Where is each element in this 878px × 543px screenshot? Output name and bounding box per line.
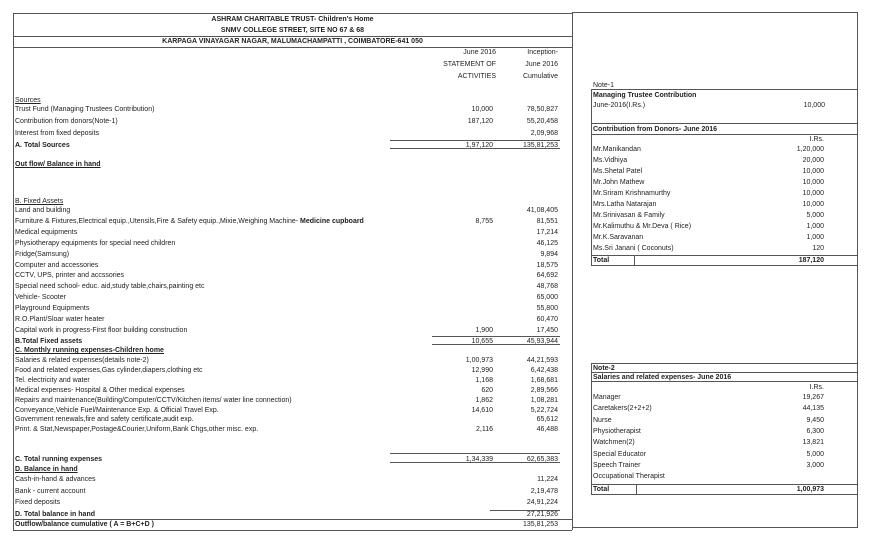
row-cumulative: 17,214 (536, 228, 558, 236)
row-label: Cash-in-hand & advances (15, 476, 96, 483)
row-month: 187,120 (467, 118, 493, 125)
item-name: Special Educator (593, 450, 646, 458)
row-label: Medical expenses- Hospital & Other medical expenses (15, 386, 185, 394)
row-label: CCTV, UPS, printer and accssories (15, 272, 125, 280)
item-amount: 13,821 (802, 439, 824, 447)
item-name: Watchmen(2) (593, 439, 635, 447)
col2-line1: Inception- (527, 49, 558, 56)
row-cumulative: 2,19,478 (530, 487, 558, 495)
row-label: Furniture & Fixtures,Electrical equip.,Utensils,Fire & Safety equip.,Mixie,Weighing Machine- Medicine cupboard (15, 217, 364, 225)
row-cumulative: 55,20,458 (526, 118, 558, 125)
row-cumulative: 2,89,566 (530, 386, 558, 394)
item-name: Manager (593, 394, 621, 401)
row-cumulative: 135,81,253 (522, 521, 558, 528)
item-name: Speech Trainer (593, 461, 641, 469)
note2-total-label: Total (593, 486, 610, 493)
item-amount: 19,267 (802, 394, 824, 401)
col2-line2: June 2016 (525, 61, 558, 68)
item-name: Ms.Vidhiya (593, 157, 628, 164)
item-name: Nurse (593, 416, 612, 424)
item-name: Mr.John Mathew (593, 179, 645, 186)
row-label: Print. & Stat,Newspaper,Postage&Courier,Uniform,Bank Chgs,other misc. exp. (15, 426, 259, 434)
row-cumulative: 60,470 (536, 316, 558, 323)
row-month: 620 (481, 386, 493, 394)
row-cumulative: 41,08,405 (526, 207, 558, 214)
row-month: 1,862 (475, 396, 493, 404)
item-amount: 5,000 (806, 212, 824, 219)
sources-heading: Sources (15, 97, 41, 104)
running-expenses-heading: C. Monthly running expenses-Children home (15, 347, 164, 354)
row-cumulative: 17,450 (536, 326, 558, 334)
note2-total-value: 1,00,973 (796, 486, 824, 493)
item-amount: 5,000 (806, 450, 824, 458)
note1-donors-heading: Contribution from Donors- June 2016 (593, 126, 718, 133)
col2-line3: Cumulative (522, 73, 558, 80)
note1-title: Note-1 (593, 82, 615, 89)
note1-trustee-heading: Managing Trustee Contribution (593, 92, 697, 99)
row-cumulative: 46,488 (536, 426, 558, 434)
col1-line1: June 2016 (463, 49, 496, 56)
item-name: Mr.Sriram Krishnamurthy (593, 190, 671, 197)
note1-total-value: 187,120 (798, 257, 824, 264)
item-name: Ms.Sri Janani ( Coconuts) (593, 245, 674, 252)
row-cumulative: 65,000 (536, 294, 558, 302)
org-address-street: SNMV COLLEGE STREET, SITE NO 67 & 68 (220, 27, 365, 34)
row-month: 8,755 (475, 217, 493, 225)
balance-heading: D. Balance in hand (15, 466, 78, 473)
row-label: Special need school- educ. aid,study table,chairs,painting etc (15, 283, 205, 291)
row-label: Interest from fixed deposits (15, 130, 100, 137)
col1-line3: ACTIVITIES (457, 73, 496, 80)
row-label: A. Total Sources (15, 142, 70, 149)
row-label: R.O.Plant/Sloar water heater (15, 316, 105, 323)
item-name: Mrs.Latha Natarajan (593, 201, 657, 208)
row-cumulative: 65,612 (536, 416, 558, 424)
row-cumulative: 2,09,968 (530, 130, 558, 137)
row-label: Capital work in progress-First floor building construction (15, 326, 188, 334)
row-label: Tel. electricity and water (15, 376, 90, 384)
row-cumulative: 5,22,724 (530, 406, 558, 414)
note2-title: Note-2 (593, 365, 615, 372)
row-month: 1,97,120 (465, 142, 493, 149)
row-label: Physiotherapy equipments for special need children (15, 239, 176, 247)
row-label: Salaries & related expenses(details note-2) (15, 357, 149, 364)
row-label: Bank - current account (15, 487, 86, 495)
row-label: Trust Fund (Managing Trustees Contribution) (15, 106, 155, 113)
row-cumulative: 18,575 (536, 261, 558, 269)
row-month: 14,610 (471, 406, 493, 414)
row-cumulative: 55,800 (536, 305, 558, 313)
row-month: 1,34,339 (465, 456, 493, 463)
item-amount: 10,000 (802, 179, 824, 186)
note1-currency: I.Rs. (809, 136, 824, 143)
row-label: Playground Equipments (15, 305, 90, 313)
row-label: D. Total balance in hand (15, 511, 95, 518)
row-cumulative: 48,768 (536, 283, 558, 291)
row-cumulative: 11,224 (537, 476, 558, 483)
row-month: 10,655 (471, 338, 493, 345)
item-name: Occupational Therapist (593, 473, 665, 481)
row-month: 1,900 (475, 326, 493, 334)
row-label: Land and building (15, 207, 71, 214)
row-cumulative: 24,91,224 (526, 499, 558, 506)
row-label-emphasis: Medicine cupboard (300, 217, 364, 225)
note2-currency: I.Rs. (809, 384, 824, 391)
row-label: Food and related expenses,Gas cylinder,diapers,clothing etc (15, 366, 203, 374)
note1-trustee-value: 10,000 (803, 102, 825, 109)
item-amount: 10,000 (802, 190, 824, 197)
item-name: Physiotherapist (593, 427, 641, 435)
item-name: Ms.Shetal Patel (593, 168, 643, 175)
item-amount: 1,20,000 (796, 146, 824, 153)
item-amount: 6,300 (806, 427, 824, 435)
row-label: Computer and accessories (15, 261, 99, 269)
row-cumulative: 45,93,944 (526, 338, 558, 345)
col1-line2: STATEMENT OF (443, 61, 496, 68)
item-amount: 1,000 (806, 234, 824, 241)
item-amount: 1,000 (806, 223, 824, 230)
row-cumulative: 1,08,281 (530, 396, 558, 404)
item-amount: 10,000 (802, 201, 824, 208)
row-label: Fridge(Samsung) (15, 250, 70, 258)
row-month: 12,990 (471, 366, 493, 374)
row-month: 1,168 (475, 376, 493, 384)
org-address-city: KARPAGA VINAYAGAR NAGAR, MALUMACHAMPATTI , COIMBATORE-641 050 (162, 38, 423, 45)
note1-total-label: Total (593, 257, 610, 264)
row-label: Fixed deposits (15, 499, 61, 506)
row-label: Conveyance,Vehicle Fuel/Maintenance Exp. & Official Travel Exp. (15, 406, 219, 414)
row-cumulative: 6,42,438 (530, 366, 558, 374)
fixed-assets-heading: B. Fixed Assets (15, 198, 64, 205)
row-cumulative: 44,21,593 (526, 357, 558, 364)
item-amount: 9,450 (806, 416, 824, 424)
row-label: Repairs and maintenance(Building/Computer/CCTV/Kitchen items/ water line connection) (15, 396, 292, 404)
row-label: Outflow/balance cumulative ( A = B+C+D ) (15, 521, 154, 528)
row-month: 10,000 (471, 106, 493, 113)
outflow-heading: Out flow/ Balance in hand (15, 161, 101, 168)
org-name: ASHRAM CHARITABLE TRUST- Children's Home (211, 16, 374, 23)
note2-heading: Salaries and related expenses- June 2016 (593, 374, 732, 381)
item-name: Caretakers(2+2+2) (593, 405, 652, 413)
row-cumulative: 46,125 (536, 239, 558, 247)
item-amount: 20,000 (802, 157, 824, 164)
row-cumulative: 62,65,383 (526, 456, 558, 463)
row-label: Medical equipments (15, 228, 78, 236)
row-label: B.Total Fixed assets (15, 338, 83, 345)
row-label: Government renewals,fire and safety certificate,audit exp. (15, 416, 194, 424)
row-cumulative: 9,894 (540, 250, 558, 258)
row-cumulative: 27,21,926 (526, 511, 558, 518)
row-month: 1,00,973 (465, 357, 493, 364)
row-label: Contribution from donors(Note-1) (15, 118, 118, 125)
row-label: Vehicle- Scooter (15, 294, 66, 302)
row-label: C. Total running expenses (15, 456, 102, 463)
note1-trustee-label: June-2016(I.Rs.) (593, 102, 646, 109)
item-name: Mr.Manikandan (593, 146, 641, 153)
row-cumulative: 81,551 (536, 217, 558, 225)
row-cumulative: 64,692 (536, 272, 558, 280)
item-name: Mr.Srinivasan & Family (593, 212, 665, 219)
item-amount: 44,135 (802, 405, 824, 413)
item-amount: 120 (812, 245, 824, 252)
item-name: Mr.K.Saravanan (593, 234, 644, 241)
row-cumulative: 135,81,253 (522, 142, 558, 149)
item-amount: 10,000 (802, 168, 824, 175)
row-month: 2,116 (476, 426, 493, 434)
item-name: Mr.Kalimuthu & Mr.Deva ( Rice) (593, 223, 692, 230)
row-cumulative: 1,68,681 (530, 376, 558, 384)
item-amount: 3,000 (806, 461, 824, 469)
row-cumulative: 78,50,827 (526, 106, 558, 113)
